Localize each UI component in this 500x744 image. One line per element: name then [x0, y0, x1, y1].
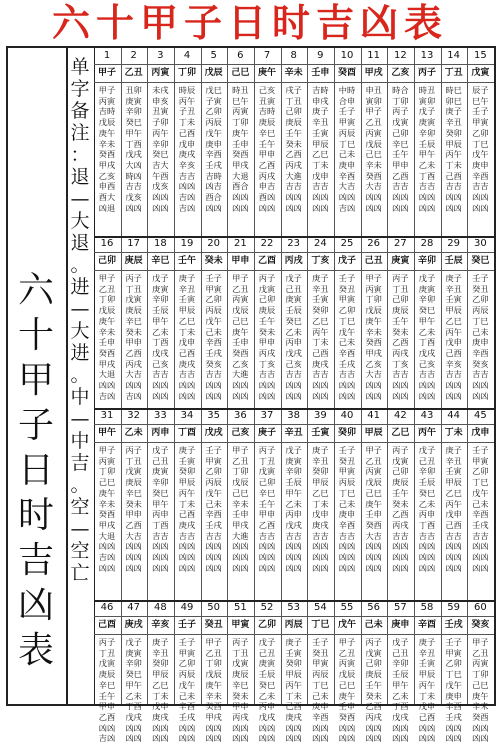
ganzhi-day: 丁卯 — [177, 68, 196, 78]
ganzhi-day: 丁巳 — [311, 620, 330, 630]
ganzhi-day: 庚午 — [257, 68, 276, 78]
side-title-char: 日 — [17, 450, 54, 491]
note-char: 。 — [70, 254, 90, 276]
hour-fortune-cell: 甲子 乙丑 丁卯 戊辰 己巳 辛未 壬申 甲戌 大進 凶凶 凶凶 凶凶 — [232, 445, 249, 573]
note-char: — — [70, 298, 90, 320]
ganzhi-day: 壬寅 — [311, 428, 330, 438]
day-number: 34 — [180, 410, 194, 421]
hour-fortune-cell: 甲子 乙丑 丙寅 戊辰 己巳 庚午 壬申 癸酉 大吉 凶凶 凶凶 凶凶 — [365, 445, 382, 573]
ganzhi-day: 癸酉 — [337, 68, 356, 78]
ganzhi-day: 庚寅 — [391, 256, 410, 266]
hour-fortune-cell: 丙子 戊寅 己卯 庚辰 壬午 癸未 乙酉 丙戌 凶凶 凶凶 — [365, 637, 382, 744]
day-number: 33 — [153, 410, 167, 421]
ganzhi-day: 壬辰 — [444, 256, 463, 266]
ganzhi-day: 乙卯 — [257, 620, 276, 630]
hour-fortune-cell: 戊巳 子寅 乙卯 丙辰 戊午 庚申 辛酉 壬戌 吉時 凶吉 酉合 凶凶 — [205, 85, 222, 213]
ganzhi-day: 丙午 — [417, 428, 436, 438]
ganzhi-day: 丁丑 — [444, 68, 463, 78]
ganzhi-day: 辛丑 — [284, 428, 303, 438]
hour-fortune-cell: 甲子 丙寅 丁卯 戊辰 庚午 辛未 癸酉 甲戌 乙亥 大吉 凶凶 凶凶 — [365, 273, 382, 401]
hour-fortune-cell: 壬子 甲寅 乙卯 丁巳 戊午 己未 辛酉 壬戌 吉吉 凶凶 凶凶 凶凶 — [472, 445, 489, 573]
side-title-panel — [8, 48, 68, 704]
hour-fortune-cell: 己亥 丑寅 吉時 庚辰 辛巳 壬午 甲申 乙酉 丙戌 申吉 酉凶 凶凶 — [258, 85, 276, 213]
day-number: 37 — [260, 410, 274, 421]
hour-fortune-cell: 丙子 戊寅 己卯 庚辰 壬午 癸未 乙酉 丙戌 吉吉 凶凶 凶凶 凶凶 — [392, 445, 409, 573]
note-char: 备 — [70, 100, 90, 122]
hour-fortune-cell: 丙子 丁丑 己卯 庚辰 壬午 癸未 乙酉 丙戌 丁亥 吉吉 凶凶 凶凶 — [392, 273, 409, 401]
ganzhi-day: 丁未 — [444, 428, 463, 438]
ganzhi-day: 癸丑 — [204, 620, 223, 630]
hour-fortune-cell: 時辰 丙午 子丑 丁未 己酉 戊申 庚戌 辛亥 吉吉 凶凶 吉凶 吉凶 — [178, 85, 196, 213]
side-title-char: 六 — [17, 270, 54, 311]
ganzhi-day: 己巳 — [231, 68, 250, 78]
ganzhi-day: 甲申 — [231, 256, 250, 266]
hour-fortune-cell: 丙子 丁丑 戊寅 庚辰 辛巳 癸未 甲申 丙戌 凶凶 凶凶 — [232, 637, 249, 744]
ganzhi-day: 辛未 — [284, 68, 303, 78]
ganzhi-day: 己丑 — [364, 256, 383, 266]
day-number: 30 — [473, 238, 487, 249]
ganzhi-day: 庚戌 — [124, 620, 143, 630]
row-divider — [94, 82, 494, 83]
day-number: 24 — [313, 238, 327, 249]
day-number: 52 — [260, 602, 274, 613]
day-number: 50 — [207, 602, 221, 613]
note-char: 中 — [70, 430, 90, 452]
day-number: 5 — [210, 50, 217, 61]
day-number: 40 — [340, 410, 354, 421]
ganzhi-day: 甲寅 — [231, 620, 250, 630]
hour-fortune-cell: 丙子 丁丑 戊寅 庚辰 辛巳 癸未 甲申 乙酉 丙戌 大吉 凶凶 吉凶 — [125, 273, 142, 401]
hour-fortune-cell: 戊子 己丑 庚寅 壬辰 癸巳 乙未 丙申 戊戌 己亥 吉吉 凶凶 凶凶 — [285, 273, 302, 401]
day-number: 43 — [420, 410, 434, 421]
hour-fortune-cell: 丑卯 庚寅 辛卯 癸巳 甲午 丁酉 戊戌 大凶 時凶 吉吉 戊亥 凶凶 — [125, 85, 142, 213]
day-number: 32 — [127, 410, 141, 421]
hour-fortune-cell: 庚子 壬寅 癸卯 甲辰 丙午 丁未 己酉 庚戌 凶凶 凶凶 — [285, 637, 302, 744]
ganzhi-day: 辛卯 — [417, 256, 436, 266]
day-number: 13 — [420, 50, 434, 61]
row-divider — [94, 270, 494, 271]
day-number: 53 — [287, 602, 301, 613]
note-char: 中 — [70, 386, 90, 408]
ganzhi-day: 辛亥 — [151, 620, 170, 630]
ganzhi-day: 丙戌 — [284, 256, 303, 266]
hour-fortune-cell: 庚子 辛丑 壬寅 癸卯 乙巳 丙午 丁未 己酉 庚戌 吉吉 凶凶 凶凶 — [312, 273, 329, 401]
ganzhi-day: 丙子 — [417, 68, 436, 78]
ganzhi-day: 戊子 — [337, 256, 356, 266]
note-char: 大 — [70, 320, 90, 342]
hour-fortune-cell: 庚子 辛丑 壬寅 甲辰 乙巳 丙午 戊申 己酉 辛亥 吉吉 凶凶 凶凶 — [445, 273, 462, 401]
ganzhi-day: 己酉 — [97, 620, 116, 630]
ganzhi-day: 壬申 — [311, 68, 330, 78]
side-title-char: 十 — [17, 315, 54, 356]
day-number: 58 — [420, 602, 434, 613]
day-number: 48 — [153, 602, 167, 613]
hour-fortune-cell: 戊子 庚寅 辛卯 癸巳 甲午 乙未 丁酉 戊戌 凶凶 凶凶 — [125, 637, 142, 744]
day-number: 19 — [180, 238, 194, 249]
note-char: 亡 — [70, 562, 90, 584]
day-number: 15 — [473, 50, 487, 61]
note-char: 进 — [70, 276, 90, 298]
ganzhi-day: 己未 — [364, 620, 383, 630]
day-number: 2 — [130, 50, 137, 61]
day-number: 44 — [447, 410, 461, 421]
notes-column — [66, 48, 95, 704]
day-number: 20 — [207, 238, 221, 249]
ganzhi-day: 癸卯 — [337, 428, 356, 438]
hour-fortune-cell: 壬子 甲寅 乙卯 丙辰 戊午 己未 辛酉 壬戌 吉吉 凶凶 凶凶 凶凶 — [205, 445, 222, 573]
day-number: 41 — [367, 410, 381, 421]
ganzhi-day: 甲戌 — [364, 68, 383, 78]
ganzhi-day: 辛巳 — [151, 256, 170, 266]
ganzhi-day: 乙丑 — [124, 68, 143, 78]
note-char: 字 — [70, 78, 90, 100]
ganzhi-day: 己卯 — [97, 256, 116, 266]
day-number: 21 — [233, 238, 247, 249]
note-char: 单 — [70, 56, 90, 78]
day-number: 7 — [263, 50, 271, 61]
ganzhi-day: 丁酉 — [177, 428, 196, 438]
day-number: 6 — [237, 50, 244, 61]
day-number: 36 — [233, 410, 247, 421]
ganzhi-day: 甲辰 — [364, 428, 383, 438]
day-number: 28 — [420, 238, 434, 249]
hour-fortune-cell: 庚子 壬寅 癸卯 甲辰 丙午 丁未 己酉 庚戌 吉吉 凶凶 凶凶 凶凶 — [178, 445, 196, 573]
ganzhi-day: 乙亥 — [391, 68, 410, 78]
row-divider — [94, 634, 494, 635]
ganzhi-day: 癸巳 — [471, 256, 490, 266]
day-number: 46 — [100, 602, 114, 613]
hour-fortune-cell: 吉時 申戌 庚子 辛丑 壬寅 甲辰 乙巳 丁未 戊申 吉吉 凶凶 凶凶 — [312, 85, 329, 213]
note-char: 注 — [70, 122, 90, 144]
ganzhi-day: 戊戌 — [204, 428, 223, 438]
side-title-char: 甲 — [17, 360, 54, 401]
note-char: 。 — [70, 474, 90, 496]
hour-fortune-cell: 壬子 癸丑 甲寅 乙卯 丁巳 戊午 己未 辛酉 壬戌 吉吉 凶凶 凶凶 — [338, 273, 356, 401]
ganzhi-day: 壬午 — [177, 256, 196, 266]
table-frame — [6, 46, 496, 744]
ganzhi-day: 戊午 — [337, 620, 356, 630]
ganzhi-day: 丙寅 — [151, 68, 170, 78]
ganzhi-day: 戊寅 — [471, 68, 490, 78]
hour-fortune-cell: 甲子 丙寅 吉時 戊辰 庚午 辛未 癸酉 甲戌 乙亥 申西 酉大 凶退 — [98, 85, 116, 213]
ganzhi-day: 丙辰 — [284, 620, 303, 630]
day-number: 54 — [313, 602, 327, 613]
hour-fortune-cell: 庚子 辛丑 壬寅 甲辰 乙巳 丁未 戊申 己酉 庚戌 吉吉 凶凶 凶凶 — [178, 273, 196, 401]
hour-fortune-cell: 戊子 庚寅 辛卯 壬辰 甲午 乙未 丙申 戊戌 吉吉 凶凶 凶凶 凶凶 — [285, 445, 302, 573]
hour-fortune-cell: 戊子 己丑 辛卯 壬辰 甲午 乙未 丁酉 戊戌 凶凶 凶凶 — [392, 637, 409, 744]
hour-fortune-cell: 時丑 寅卯 戊子 庚寅 辛卯 壬辰 甲午 乙未 丁酉 吉吉 凶凶 凶凶 — [418, 85, 436, 213]
ganzhi-day: 庚辰 — [124, 256, 143, 266]
day-number: 3 — [157, 50, 164, 61]
note-char: — — [70, 408, 90, 430]
hour-fortune-cell: 壬子 甲寅 乙卯 丙辰 戊午 己未 辛酉 壬戌 癸亥 吉吉 凶凶 凶凶 — [205, 273, 222, 401]
side-title — [14, 268, 58, 673]
hour-fortune-cell: 壬子 甲寅 乙卯 丁巳 戊午 庚申 辛酉 壬戌 凶凶 凶凶 — [445, 637, 462, 744]
ganzhi-day: 丙申 — [151, 428, 170, 438]
side-title-char: 子 — [17, 405, 54, 446]
side-title-char: 表 — [17, 630, 54, 671]
day-number: 56 — [367, 602, 381, 613]
day-number: 26 — [367, 238, 381, 249]
note-char: 空 — [70, 496, 90, 518]
ganzhi-day: 甲午 — [97, 428, 116, 438]
side-title-char: 吉 — [17, 540, 54, 581]
hour-fortune-cell: 時丑 巳午 丙寅 丁卯 庚午 壬申 癸酉 甲戌 大退 酉合 凶凶 凶凶 — [232, 85, 249, 213]
day-number: 60 — [473, 602, 487, 613]
ganzhi-day: 庚申 — [391, 620, 410, 630]
hour-fortune-cell: 丙子 丁丑 戊寅 庚辰 辛巳 壬午 甲申 乙酉 凶凶 吉凶 — [98, 637, 116, 744]
day-number: 31 — [100, 410, 114, 421]
day-number: 25 — [340, 238, 354, 249]
ganzhi-day: 乙酉 — [257, 256, 276, 266]
ganzhi-day: 己亥 — [231, 428, 250, 438]
note-char: — — [70, 518, 90, 540]
day-number: 14 — [447, 50, 461, 61]
hour-fortune-cell: 戌子 丁丑 己卯 庚辰 壬午 癸未 乙酉 丙戌 大進 吉吉 凶凶 凶凶 — [285, 85, 302, 213]
note-char: ： — [70, 144, 90, 166]
hour-fortune-cell: 戊子 庚寅 辛卯 癸巳 甲午 乙未 丁酉 戊戌 己亥 吉吉 凶凶 凶凶 — [418, 273, 436, 401]
page-title: 六十甲子日时吉凶表 — [51, 1, 448, 45]
hour-fortune-cell: 丙子 戊寅 己卯 庚辰 壬午 癸未 甲申 丙戌 丁亥 吉吉 凶凶 凶凶 — [258, 273, 276, 401]
hour-fortune-cell: 庚子 辛丑 癸卯 甲辰 乙巳 丁未 戊申 庚戌 凶凶 凶凶 — [152, 637, 169, 744]
day-number: 38 — [287, 410, 301, 421]
ganzhi-day: 庚子 — [257, 428, 276, 438]
ganzhi-day: 壬子 — [177, 620, 196, 630]
ganzhi-day: 癸亥 — [471, 620, 490, 630]
day-number: 12 — [393, 50, 407, 61]
hour-fortune-cell: 壬子 癸丑 甲寅 丙辰 丁巳 己未 庚申 辛酉 吉吉 凶凶 凶凶 凶凶 — [338, 445, 356, 573]
ganzhi-grid — [94, 48, 494, 744]
hour-fortune-cell: 壬子 癸丑 乙卯 丙辰 丁巳 己未 庚申 辛酉 癸亥 吉吉 凶凶 凶凶 — [472, 273, 489, 401]
day-number: 29 — [447, 238, 461, 249]
hour-fortune-cell: 未戌 申亥 丑寅 子卯 丙午 辛卯 癸巳 吉大 午酉 戊亥 凶凶 凶凶 — [152, 85, 169, 213]
note-char: — — [70, 188, 90, 210]
hour-fortune-cell: 庚子 辛丑 癸卯 甲辰 乙巳 丁未 戊申 庚戌 吉吉 凶凶 凶凶 凶凶 — [312, 445, 329, 573]
day-number: 4 — [183, 50, 191, 61]
note-char: 退 — [70, 232, 90, 254]
hour-fortune-cell: 戊子 己丑 辛卯 壬辰 癸巳 乙未 丙申 丁酉 吉吉 凶凶 凶凶 凶凶 — [418, 445, 436, 573]
hour-fortune-cell: 戊子 庚寅 辛卯 壬辰 甲午 乙未 丁酉 戊戌 己亥 吉吉 凶凶 凶凶 — [152, 273, 169, 401]
hour-fortune-cell: 甲子 乙丑 丙寅 戊辰 己巳 庚午 壬申 癸酉 凶凶 凶凶 — [338, 637, 356, 744]
note-char: 空 — [70, 540, 90, 562]
day-number: 23 — [287, 238, 301, 249]
hour-fortune-cell: 戊子 己丑 庚寅 壬辰 癸巳 乙未 丙申 戊戌 凶凶 凶凶 — [258, 637, 276, 744]
hour-fortune-cell: 庚子 辛丑 壬寅 甲辰 乙巳 丙午 戊申 己酉 吉吉 凶凶 凶凶 凶凶 — [445, 445, 462, 573]
ganzhi-day: 乙未 — [124, 428, 143, 438]
ganzhi-day: 辛酉 — [417, 620, 436, 630]
hour-fortune-cell: 壬子 甲寅 乙卯 丙辰 戊午 己未 辛酉 壬戌 凶凶 凶凶 — [178, 637, 196, 744]
day-number: 59 — [447, 602, 461, 613]
row-divider — [94, 442, 494, 443]
ganzhi-day: 甲子 — [97, 68, 116, 78]
day-number: 16 — [100, 238, 114, 249]
day-number: 42 — [393, 410, 407, 421]
note-char: 吉 — [70, 452, 90, 474]
hour-fortune-cell: 丙子 丁丑 戊寅 庚辰 辛巳 癸未 甲申 乙酉 大吉 凶凶 凶凶 凶凶 — [125, 445, 142, 573]
note-char: 。 — [70, 364, 90, 386]
day-number: 11 — [367, 50, 381, 61]
day-number: 57 — [393, 602, 407, 613]
day-number: 18 — [153, 238, 167, 249]
day-number: 55 — [340, 602, 354, 613]
day-number: 35 — [207, 410, 221, 421]
hour-fortune-cell: 辰子 巳午 壬子 甲寅 乙卯 丁巳 戊午 庚申 辛酉 吉吉 凶凶 凶凶 — [472, 85, 489, 213]
hour-fortune-cell: 甲子 乙丑 丁卯 戊辰 庚午 辛未 壬申 癸酉 甲戌 大退 凶凶 吉凶 — [98, 273, 116, 401]
day-number: 9 — [317, 50, 324, 61]
hour-fortune-cell: 申丑 寅卯 甲子 乙丑 丙寅 戊辰 己巳 辛未 癸酉 大吉 凶凶 凶凶 — [365, 85, 382, 213]
hour-fortune-cell: 戊子 己丑 庚寅 辛卯 癸巳 甲午 丙申 丁酉 吉吉 凶凶 凶凶 凶凶 — [152, 445, 169, 573]
hour-fortune-cell: 時合 丁卯 丙子 戊寅 己卯 辛巳 壬午 甲申 乙酉 吉吉 凶凶 凶凶 — [392, 85, 409, 213]
ganzhi-day: 壬戌 — [444, 620, 463, 630]
ganzhi-day: 戊辰 — [204, 68, 223, 78]
hour-fortune-cell: 庚子 辛丑 壬寅 甲辰 丙午 丁未 戊申 己酉 凶凶 凶凶 — [418, 637, 436, 744]
day-number: 45 — [473, 410, 487, 421]
day-number: 10 — [340, 50, 354, 61]
side-title-char: 时 — [17, 495, 54, 536]
hour-fortune-cell: 甲子 乙丑 丙寅 戊辰 己巳 庚午 壬申 癸酉 乙亥 大進 凶凶 凶凶 — [232, 273, 249, 401]
ganzhi-day: 丁亥 — [311, 256, 330, 266]
note-char: 进 — [70, 342, 90, 364]
day-number: 49 — [180, 602, 194, 613]
note-char: 大 — [70, 210, 90, 232]
day-number: 17 — [127, 238, 141, 249]
hour-fortune-cell: 中時 合申 壬子 甲寅 丙辰 丁巳 己未 庚申 辛酉 大吉 凶凶 吉凶 — [338, 85, 356, 213]
day-number: 47 — [127, 602, 141, 613]
ganzhi-day: 癸未 — [204, 256, 223, 266]
day-number: 8 — [290, 50, 297, 61]
day-number: 51 — [233, 602, 247, 613]
side-title-char: 凶 — [17, 585, 54, 626]
day-number: 22 — [260, 238, 274, 249]
ganzhi-day: 乙巳 — [391, 428, 410, 438]
day-number: 27 — [393, 238, 407, 249]
hour-fortune-cell: 壬子 癸丑 甲寅 丙辰 丁巳 己未 庚申 辛酉 凶凶 凶凶 — [312, 637, 329, 744]
note-char: 退 — [70, 166, 90, 188]
hour-fortune-cell: 甲子 丙寅 丁卯 己巳 庚午 辛未 癸酉 甲戌 大退 凶凶 吉凶 凶凶 — [98, 445, 116, 573]
hour-fortune-cell: 時巳 卯巳 庚子 辛丑 癸卯 甲辰 丙午 丁未 己酉 吉吉 凶凶 凶凶 — [445, 85, 462, 213]
ganzhi-day: 戊申 — [471, 428, 490, 438]
day-number: 39 — [313, 410, 327, 421]
hour-fortune-cell: 丙子 丁丑 戊寅 己卯 辛巳 壬午 甲申 乙酉 吉吉 凶凶 凶凶 凶凶 — [258, 445, 276, 573]
day-number: 1 — [103, 50, 111, 61]
hour-fortune-cell: 甲子 乙丑 丙寅 丁卯 己巳 庚午 辛未 癸酉 凶凶 凶凶 — [472, 637, 489, 744]
hour-fortune-cell: 甲子 乙丑 丁卯 戊辰 庚午 辛未 癸酉 甲戌 凶凶 凶凶 — [205, 637, 222, 744]
